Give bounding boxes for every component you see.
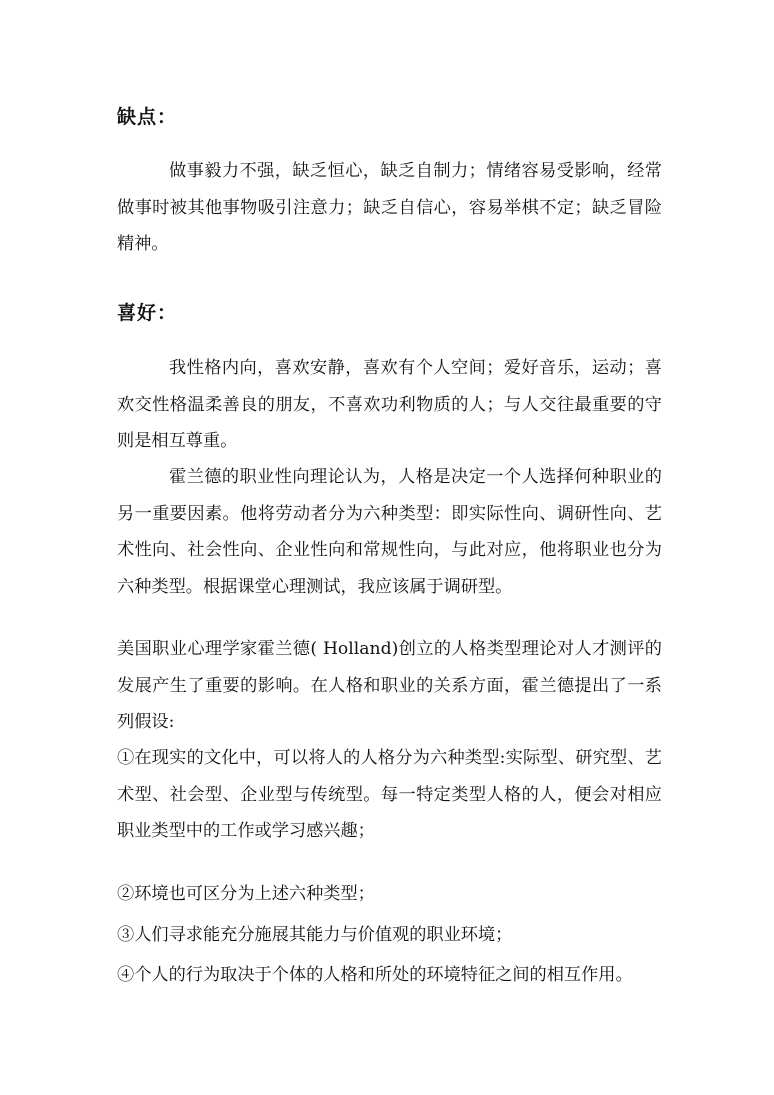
hypothesis-1: ①在现实的文化中，可以将人的人格分为六种类型:实际型、研究型、艺术型、社会型、企业型与传统型。每一特定类型人格的人，便会对相应职业类型中的工作或学习感兴趣； (117, 748, 662, 841)
weakness-heading: 缺点： (117, 106, 178, 128)
hypothesis-4: ④个人的行为取决于个体的人格和所处的环境特征之间的相互作用。 (117, 965, 633, 985)
hypothesis-3: ③人们寻求能充分施展其能力与价值观的职业环境； (117, 925, 513, 945)
hypothesis-2: ②环境也可区分为上述六种类型； (117, 884, 375, 904)
weakness-paragraph: 做事毅力不强，缺乏恒心，缺乏自制力；情绪容易受影响，经常做事时被其他事物吸引注意力；缺乏自信心，容易举棋不定；缺乏冒险精神。 (117, 161, 662, 254)
hobby-paragraph: 我性格内向，喜欢安静，喜欢有个人空间；爱好音乐，运动；喜欢交性格温柔善良的朋友，不喜欢功利物质的人；与人交往最重要的守则是相互尊重。 (117, 358, 662, 451)
intro-paragraph: 美国职业心理学家霍兰德( Holland)创立的人格类型理论对人才测评的发展产生了重要的影响。在人格和职业的关系方面，霍兰德提出了一系列假设: (117, 639, 662, 732)
hobby-heading: 喜好： (117, 302, 178, 324)
holland-paragraph: 霍兰德的职业性向理论认为，人格是决定一个人选择何种职业的另一重要因素。他将劳动者分为六种类型：即实际性向、调研性向、艺术性向、社会性向、企业性向和常规性向，与此对应，他将职业也分为六种类型。根据课堂心理测试，我应该属于调研型。 (117, 467, 662, 597)
